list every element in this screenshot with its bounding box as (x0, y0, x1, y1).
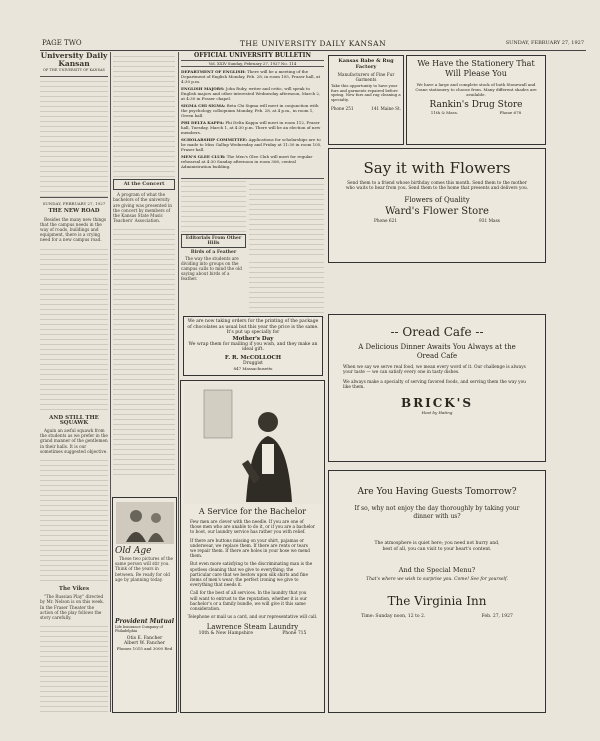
laundry-paragraphs (184, 519, 321, 611)
inn-ad (328, 470, 546, 713)
flower-subhead: Flowers of Quality (404, 195, 470, 204)
druggist-ad (183, 316, 323, 376)
stationery-contact (410, 110, 542, 115)
header-date: SUNDAY, FEBRUARY 27, 1927 (505, 40, 584, 46)
flower-text: Send them to a friend whose birthday comes this month. Send them to the mother who waits to hear from you. Send them to the home that presents and delivers you. (345, 181, 529, 192)
bulletin-item (181, 103, 324, 118)
cafe-headline: -- Oread Cafe -- (390, 325, 484, 339)
other-hills-sub: Birds of a Feather (190, 250, 237, 256)
stationery-text: We have a large and complete stock of both Stonewall and Crane stationery to choose from. Many different shades are available. (415, 82, 537, 97)
inn-headline: Are You Having Guests Tomorrow? (357, 487, 517, 497)
old-age-title: Old Age (115, 546, 152, 556)
druggist-role: Druggist (243, 360, 263, 366)
middle-body-lines-top (249, 180, 324, 255)
fur-factory-address: 141 Maine St. (371, 106, 401, 112)
druggist-address: 847 Massachusetts (233, 365, 273, 371)
flower-phone: Phone 621 (373, 218, 398, 224)
flower-store-ad (328, 148, 546, 263)
inn-special: And the Special Menu? (398, 566, 476, 574)
laundry-title: A Service for the Bachelor (198, 507, 307, 516)
page-header (40, 38, 586, 51)
editorial-text-2: Again an awful squawk from the students as we prefer in the grand manner of the gentlemen in their halls. It is our sometimes suggested objective. (40, 428, 108, 454)
stationery-address: 11th & Mass. (430, 110, 459, 115)
fur-factory-title: Kansas Babe & Rug Factory (338, 58, 394, 70)
druggist-line-2: Mother's Day (232, 335, 274, 342)
bulletin-item-text: There will be a meeting of the Department of English Monday, Feb. 28, in room 105, Fraser hall, at 4:30 p.m. (181, 69, 321, 84)
stationery-ad (406, 55, 546, 145)
laundry-phone: Phone 715 (282, 631, 307, 637)
masthead-staff-listing (40, 76, 108, 198)
bulletin-item-head: SIGMA CHI SIGMA: (181, 103, 226, 108)
laundry-contact (184, 631, 321, 636)
laundry-paragraph: Call for the best of all services. In the laundry that you will want to entrust to the reputation, whether it is our bachelor's or a family bundle, we will give it this same consideration. (190, 590, 307, 612)
stationery-phone: Phone 678 (499, 110, 522, 115)
inn-time: Time: Sunday noon, 12 to 2. (361, 614, 426, 619)
bulletin-item-head: SCHOLARSHIP COMMITTEE: (181, 137, 248, 142)
editorial-column (40, 52, 108, 712)
bulletin-item-text: Beta Chi Sigma will meet in conjunction with the psychology colloquium Monday, Feb. 28, at 4 p.m., in room 1, Green hall. (181, 103, 319, 118)
laundry-ad (180, 380, 325, 713)
fur-factory-sub: Manufacturers of Fine Fur Garments (337, 72, 395, 82)
laundry-paragraph: Few men are clever with the needle. If you are one of those men who are unable to do it, or if you are a bachelor to boot, our laundry service has rather you with relief. (190, 519, 315, 535)
druggist-name: F. R. McCOLLOCH (224, 354, 282, 361)
editorial-text-3: "The Russian Play" directed by Mr. Nelson is on this week. In the Fraser Theater the action of the play follows the story carefully. (40, 594, 105, 621)
concert-corner-title: At the Concert (123, 181, 165, 187)
inn-text: The atmosphere is quiet here; you need not hurry and, best of all, you can visit to your heart's content. (374, 541, 500, 552)
old-age-text: These two pictures of the same person will stir you. Think of the years in between. Be ready for old age by planning today. (115, 556, 174, 582)
bulletin-item (181, 137, 324, 152)
column-rule-1 (110, 52, 111, 712)
old-age-phones: Phones 1015 and 3000 Red (116, 646, 173, 651)
old-age-company-sub: Life Insurance Company of Philadelphia (115, 625, 163, 633)
column-two-body-lines (113, 52, 175, 177)
inn-date: Feb. 27, 1927 (481, 614, 513, 619)
bulletin-item (181, 69, 324, 84)
bulletin-item-text: Phi Delta Kappa will meet in room 112, Fraser hall, Tuesday, March 1, at 4:30 p.m. There will be an election of new members. (181, 120, 321, 135)
inn-name: The Virginia Inn (387, 594, 487, 608)
druggist-line-3: We wrap them for mailing if you wish, and they make an ideal gift. (188, 341, 318, 352)
paper-title: THE UNIVERSITY DAILY KANSAN (239, 39, 387, 48)
bulletin-item (181, 154, 324, 169)
bulletin-meta: Vol. XXIV Sunday, February 27, 1927 No. 114 (181, 60, 324, 67)
fur-factory-text: Take this opportunity to have your furs and garments repaired before spring. New furs and rug cleaning a specialty. (331, 83, 401, 102)
cafe-tagline: A Delicious Dinner Awaits You Always at the Oread Cafe (358, 343, 516, 360)
flower-contact (333, 219, 541, 224)
second-column (113, 52, 175, 492)
page-label: PAGE TWO (42, 39, 82, 47)
old-age-ad (112, 497, 177, 713)
inn-sub: If so, why not enjoy the day thoroughly by taking your dinner with us? (354, 505, 520, 520)
bulletin-title: OFFICIAL UNIVERSITY BULLETIN (194, 52, 311, 59)
laundry-address: 10th & New Hampshire (198, 631, 253, 637)
concert-corner (113, 179, 175, 190)
druggist-line-1: We are now taking orders for the printing of the package of chocolates as usual but this year the price is the same. It's put up specially for (187, 319, 319, 335)
fur-factory-ad (328, 55, 404, 145)
old-age-illustration (116, 502, 174, 544)
bulletin-items (181, 69, 324, 169)
old-age-text-wrap (115, 556, 174, 616)
laundry-paragraph: If there are buttons missing on your shirt, pajamas or underwear, we replace them. If there are rents or tears we repair them. If there are holes in your hose we mend them. (190, 537, 310, 559)
cafe-slogan: Host by Hating (421, 410, 453, 416)
masthead-dateline: SUNDAY, FEBRUARY 27, 1927 (42, 201, 106, 207)
masthead-title: University Daily Kansan (40, 52, 108, 68)
old-age-agent-2: Albert W. Fancher (124, 641, 165, 646)
editorial-text-1: Besides the many new things that the campus needs in the way of roads, buildings and equipment, there is a crying need for a new campus road. (40, 216, 107, 243)
cafe-brand: BRICK'S (400, 396, 474, 411)
bulletin-item-head: PHI DELTA KAPPA: (181, 120, 225, 125)
editorial-body-lines-2 (40, 456, 108, 584)
bulletin-item-text: Applications for scholarships are to be made to Miss Gallup Wednesday and Friday at 11:30 in room 105, Fraser hall. (181, 137, 322, 152)
laundry-footer-note: Telephone or mail us a card, and our representative will call. (187, 614, 318, 620)
other-hills-text: The way the students are dividing into groups on the campus calls to mind the old saying about birds of a feather. (181, 255, 242, 282)
bulletin-item-text: John Ruby, writer and critic, will speak to English majors and other interested Wednesday afternoon, March 2, at 4:30 in Fraser chapel. (181, 86, 321, 101)
masthead-subtitle: OF THE UNIVERSITY OF KANSAS (43, 68, 105, 72)
flower-headline: Say it with Flowers (363, 159, 511, 177)
concert-body-lines (113, 225, 175, 475)
bachelor-illustration (184, 384, 323, 504)
stationery-headline: We Have the Stationery That Will Please You (417, 59, 535, 78)
concert-text: A program of what the bachelors of the university are giving was presented in the concert by members of the Kansas State Music Teachers' Association. (113, 192, 172, 224)
bulletin-item-head: ENGLISH MAJORS: (181, 86, 225, 91)
fur-factory-phone: Phone 251 (331, 106, 354, 112)
bulletin-item (181, 120, 324, 135)
editorial-title-3: The Vikes (58, 586, 90, 593)
laundry-name: Lawrence Steam Laundry (206, 623, 299, 632)
old-age-agent: Otis E. Fancher (126, 636, 163, 641)
bulletin-item-text: The Men's Glee Club will meet for regular rehearsal at 4:30 Sunday afternoon in room 306, central Administration building. (181, 154, 313, 169)
cafe-text-2: We always make a specialty of serving favored foods, and serving them the way you like them. (343, 379, 526, 390)
editorial-body-lines-1 (40, 245, 108, 413)
inn-footer (333, 614, 541, 619)
old-age-company: Provident Mutual (115, 618, 174, 625)
bulletin-item-head: DEPARTMENT OF ENGLISH: (181, 69, 246, 74)
laundry-paragraph: But even more satisfying to the discriminating man is the spotless cleaning that we give to everything; the particular care that we bestow upon silk shirts and fine items of men's wear; the perfect ironing we give to everything that needs it. (190, 561, 313, 588)
column-rule-2 (178, 52, 179, 712)
cafe-text-1: When we say we serve real food, we mean every word of it. Our challenge is always your taste — we can satisfy every one in tasty dishes. (343, 365, 526, 376)
other-hills-title: Editorials From Other Hills (185, 236, 242, 247)
editorial-body-lines-3 (40, 622, 108, 712)
fur-factory-contact (331, 106, 401, 111)
inn-special-sub: That's where we wish to surprise you. Come! See for yourself. (366, 577, 508, 582)
official-bulletin (181, 52, 324, 179)
editorial-title-1: THE NEW ROAD (48, 208, 100, 215)
flower-address: 931 Mass (479, 218, 500, 224)
cafe-ad (328, 314, 546, 462)
editorial-title-2: AND STILL THE SQUAWK (49, 414, 99, 426)
flower-store-name: Ward's Flower Store (385, 205, 489, 217)
stationery-store-name: Rankin's Drug Store (429, 100, 523, 110)
middle-body-lines (249, 258, 324, 320)
bulletin-item (181, 86, 324, 101)
bulletin-item-head: MEN'S GLEE CLUB: (181, 154, 226, 159)
